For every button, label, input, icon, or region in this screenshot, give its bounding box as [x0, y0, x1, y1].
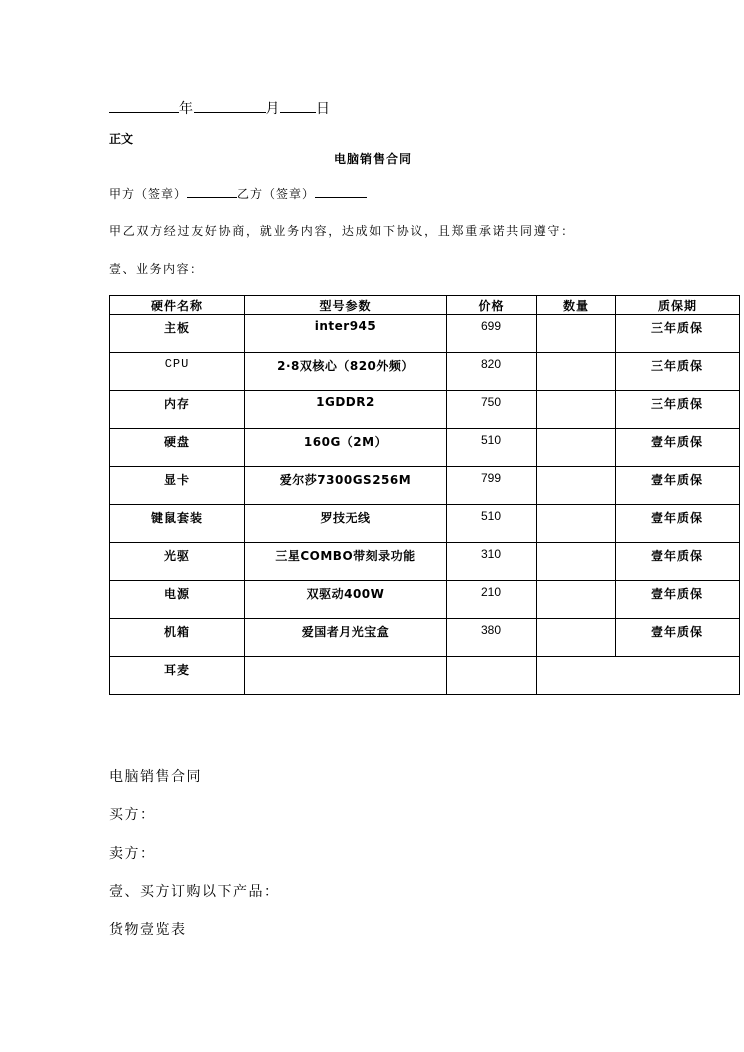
- date-line: [109, 98, 331, 118]
- quantity-cell[interactable]: [537, 467, 616, 505]
- model-cell[interactable]: [245, 657, 447, 695]
- price-cell: 820: [447, 353, 537, 391]
- hardware-name-cell: 光驱: [110, 543, 245, 581]
- contract-title: 电脑销售合同: [334, 152, 413, 166]
- price-cell: 310: [447, 543, 537, 581]
- table-row: [110, 315, 740, 353]
- day-label: 日: [316, 101, 331, 117]
- warranty-cell: 壹年质保: [616, 543, 740, 581]
- quantity-cell[interactable]: [537, 315, 616, 353]
- quantity-warranty-cell[interactable]: [537, 657, 740, 695]
- quantity-cell[interactable]: [537, 429, 616, 467]
- hardware-name-cell: 硬盘: [110, 429, 245, 467]
- year-label: 年: [179, 101, 194, 117]
- table-row: [110, 505, 740, 543]
- buyer-label: 买方：: [109, 807, 156, 823]
- quantity-cell[interactable]: [537, 581, 616, 619]
- price-cell: 699: [447, 315, 537, 353]
- table-row: [110, 581, 740, 619]
- section-label: 正文: [109, 132, 134, 146]
- hardware-name-cell: 内存: [110, 391, 245, 429]
- warranty-cell: 壹年质保: [616, 581, 740, 619]
- model-cell: 爱尔莎7300GS256M: [245, 467, 447, 505]
- quantity-cell[interactable]: [537, 619, 616, 657]
- hardware-name-cell: CPU: [110, 353, 245, 391]
- hardware-name-cell: 耳麦: [110, 657, 245, 695]
- order-heading: 壹、买方订购以下产品：: [109, 884, 280, 900]
- header-price: 价格: [447, 296, 537, 315]
- warranty-cell: 三年质保: [616, 391, 740, 429]
- model-cell: 2·8双核心（820外频）: [245, 353, 447, 391]
- header-warranty: 质保期: [616, 296, 740, 315]
- price-cell: 799: [447, 467, 537, 505]
- quantity-cell[interactable]: [537, 353, 616, 391]
- day-blank[interactable]: [280, 98, 316, 113]
- price-cell[interactable]: [447, 657, 537, 695]
- price-cell: 510: [447, 429, 537, 467]
- hardware-name-cell: 键鼠套装: [110, 505, 245, 543]
- goods-list-heading: 货物壹览表: [109, 922, 187, 938]
- parties-line: [109, 185, 367, 202]
- warranty-cell: 壹年质保: [616, 467, 740, 505]
- party-a-label: 甲方（签章）: [109, 187, 188, 201]
- model-cell: 双驱动400W: [245, 581, 447, 619]
- hardware-name-cell: 电源: [110, 581, 245, 619]
- hardware-table: [109, 295, 740, 695]
- party-b-label: 乙方（签章）: [237, 187, 316, 201]
- quantity-cell[interactable]: [537, 505, 616, 543]
- price-cell: 210: [447, 581, 537, 619]
- warranty-cell: 壹年质保: [616, 619, 740, 657]
- table-row: [110, 391, 740, 429]
- table-row: [110, 429, 740, 467]
- quantity-cell[interactable]: [537, 391, 616, 429]
- header-hardware-name: 硬件名称: [110, 296, 245, 315]
- model-cell: 1GDDR2: [245, 391, 447, 429]
- hardware-name-cell: 显卡: [110, 467, 245, 505]
- month-label: 月: [265, 101, 280, 117]
- model-cell: inter945: [245, 315, 447, 353]
- model-cell: 三星COMBO带刻录功能: [245, 543, 447, 581]
- table-row: [110, 353, 740, 391]
- hardware-name-cell: 主板: [110, 315, 245, 353]
- month-blank[interactable]: [194, 98, 266, 113]
- quantity-cell[interactable]: [537, 543, 616, 581]
- model-cell: 160G（2M）: [245, 429, 447, 467]
- warranty-cell: 三年质保: [616, 315, 740, 353]
- price-cell: 750: [447, 391, 537, 429]
- table-header-row: [110, 296, 740, 315]
- section-one-heading: 壹、业务内容：: [109, 262, 204, 276]
- table-row: [110, 543, 740, 581]
- warranty-cell: 三年质保: [616, 353, 740, 391]
- year-blank[interactable]: [109, 98, 179, 113]
- table-row: [110, 467, 740, 505]
- model-cell: 罗技无线: [245, 505, 447, 543]
- model-cell: 爱国者月光宝盒: [245, 619, 447, 657]
- table-row: [110, 619, 740, 657]
- header-model: 型号参数: [245, 296, 447, 315]
- seller-label: 卖方：: [109, 846, 156, 862]
- header-quantity: 数量: [537, 296, 616, 315]
- warranty-cell: 壹年质保: [616, 429, 740, 467]
- second-contract-title: 电脑销售合同: [109, 769, 202, 785]
- table-row: [110, 657, 740, 695]
- warranty-cell: 壹年质保: [616, 505, 740, 543]
- party-a-signature[interactable]: [187, 185, 237, 198]
- price-cell: 510: [447, 505, 537, 543]
- hardware-name-cell: 机箱: [110, 619, 245, 657]
- party-b-signature[interactable]: [315, 185, 367, 198]
- price-cell: 380: [447, 619, 537, 657]
- intro-text: 甲乙双方经过友好协商，就业务内容，达成如下协议，且郑重承诺共同遵守：: [109, 224, 575, 238]
